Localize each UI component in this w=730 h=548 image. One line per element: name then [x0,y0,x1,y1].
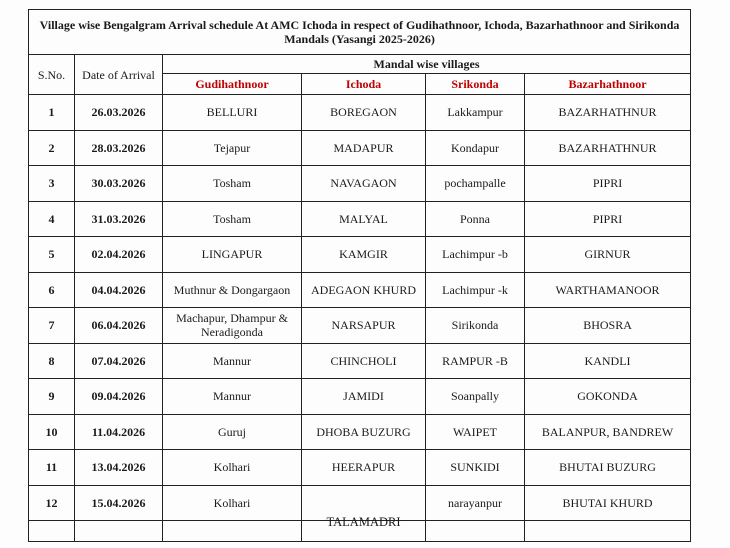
header-date: Date of Arrival [75,55,163,95]
cell-bazarhathnoor: PIPRI [525,201,691,237]
header-srikonda: Srikonda [426,74,525,95]
cell-ichoda: CHINCHOLI [302,343,426,379]
table-row [29,237,691,273]
cell-srikonda [426,521,525,542]
cell-ichoda: HEERAPUR [302,450,426,486]
cell-sno: 11 [29,450,75,486]
cell-date [75,521,163,542]
cell-gudihathnoor: Tosham [163,201,302,237]
table-row [29,414,691,450]
cell-date: 07.04.2026 [75,343,163,379]
cell-date: 15.04.2026 [75,485,163,521]
cell-date: 26.03.2026 [75,95,163,131]
cut-off-text: TALAMADRI [326,515,401,529]
cell-bazarhathnoor: GOKONDA [525,379,691,415]
cell-ichoda: MADAPUR [302,130,426,166]
table-row [29,201,691,237]
header-bazarhathnoor: Bazarhathnoor [525,74,691,95]
cell-date: 30.03.2026 [75,166,163,202]
cell-srikonda: Lachimpur -k [426,272,525,308]
cell-bazarhathnoor: BHUTAI BUZURG [525,450,691,486]
cell-sno: 4 [29,201,75,237]
cell-ichoda: KAMGIR [302,237,426,273]
cell-bazarhathnoor: BHUTAI KHURD [525,485,691,521]
table-row [29,130,691,166]
table-row [29,379,691,415]
table-row [29,450,691,486]
cell-sno: 8 [29,343,75,379]
cell-gudihathnoor [163,521,302,542]
cell-date: 04.04.2026 [75,272,163,308]
table-row [29,166,691,202]
cell-bazarhathnoor [525,521,691,542]
cell-gudihathnoor: Kolhari [163,485,302,521]
table-row [29,95,691,131]
cell-sno: 5 [29,237,75,273]
cell-sno: 6 [29,272,75,308]
cell-bazarhathnoor: BAZARHATHNUR [525,130,691,166]
cell-bazarhathnoor: BAZARHATHNUR [525,95,691,131]
cell-srikonda: WAIPET [426,414,525,450]
cell-sno [29,521,75,542]
cell-bazarhathnoor: PIPRI [525,166,691,202]
cell-date: 31.03.2026 [75,201,163,237]
cell-ichoda: ADEGAON KHURD [302,272,426,308]
cell-gudihathnoor: Kolhari [163,450,302,486]
cell-srikonda: Kondapur [426,130,525,166]
cell-gudihathnoor: Guruj [163,414,302,450]
cell-bazarhathnoor: KANDLI [525,343,691,379]
cell-srikonda: narayanpur [426,485,525,521]
cell-srikonda: Ponna [426,201,525,237]
header-gudihathnoor: Gudihathnoor [163,74,302,95]
cell-date: 09.04.2026 [75,379,163,415]
cell-srikonda: Lakkampur [426,95,525,131]
cell-gudihathnoor: Mannur [163,343,302,379]
cell-gudihathnoor: Muthnur & Dongargaon [163,272,302,308]
cell-sno: 9 [29,379,75,415]
header-sno: S.No. [29,55,75,95]
table-row [29,343,691,379]
cell-gudihathnoor: Machapur, Dhampur & Neradigonda [163,308,302,344]
cell-ichoda: MALYAL [302,201,426,237]
cell-bazarhathnoor: GIRNUR [525,237,691,273]
cell-sno: 12 [29,485,75,521]
table-row-partial [29,521,691,542]
cell-ichoda: NARSAPUR [302,308,426,344]
cell-srikonda: Sirikonda [426,308,525,344]
cell-ichoda [302,515,426,542]
cell-srikonda: Lachimpur -b [426,237,525,273]
cell-srikonda: SUNKIDI [426,450,525,486]
cell-date: 13.04.2026 [75,450,163,486]
cell-gudihathnoor: Tosham [163,166,302,202]
cell-gudihathnoor: LINGAPUR [163,237,302,273]
cell-srikonda: RAMPUR -B [426,343,525,379]
cell-date: 28.03.2026 [75,130,163,166]
cell-ichoda: NAVAGAON [302,166,426,202]
cell-sno: 1 [29,95,75,131]
cell-srikonda: pochampalle [426,166,525,202]
cell-bazarhathnoor: WARTHAMANOOR [525,272,691,308]
cell-sno: 2 [29,130,75,166]
cell-date: 06.04.2026 [75,308,163,344]
cell-ichoda: BOREGAON [302,95,426,131]
table-row [29,272,691,308]
header-ichoda: Ichoda [302,74,426,95]
arrival-schedule-table [28,9,691,542]
cell-sno: 10 [29,414,75,450]
header-mandal-group: Mandal wise villages [163,55,691,74]
table-title: Village wise Bengalgram Arrival schedule At AMC Ichoda in respect of Gudihathnoor, Ichoda, Bazarhathnoor and Sirikonda Mandals (Yasangi 2025-2026) [29,10,691,55]
table-row [29,308,691,344]
cell-sno: 7 [29,308,75,344]
cell-gudihathnoor: BELLURI [163,95,302,131]
cell-date: 11.04.2026 [75,414,163,450]
cell-sno: 3 [29,166,75,202]
cell-bazarhathnoor: BALANPUR, BANDREW [525,414,691,450]
cell-gudihathnoor: Mannur [163,379,302,415]
cell-ichoda: JAMIDI [302,379,426,415]
cell-ichoda: DHOBA BUZURG [302,414,426,450]
cell-bazarhathnoor: BHOSRA [525,308,691,344]
cell-srikonda: Soanpally [426,379,525,415]
cell-date: 02.04.2026 [75,237,163,273]
cell-gudihathnoor: Tejapur [163,130,302,166]
